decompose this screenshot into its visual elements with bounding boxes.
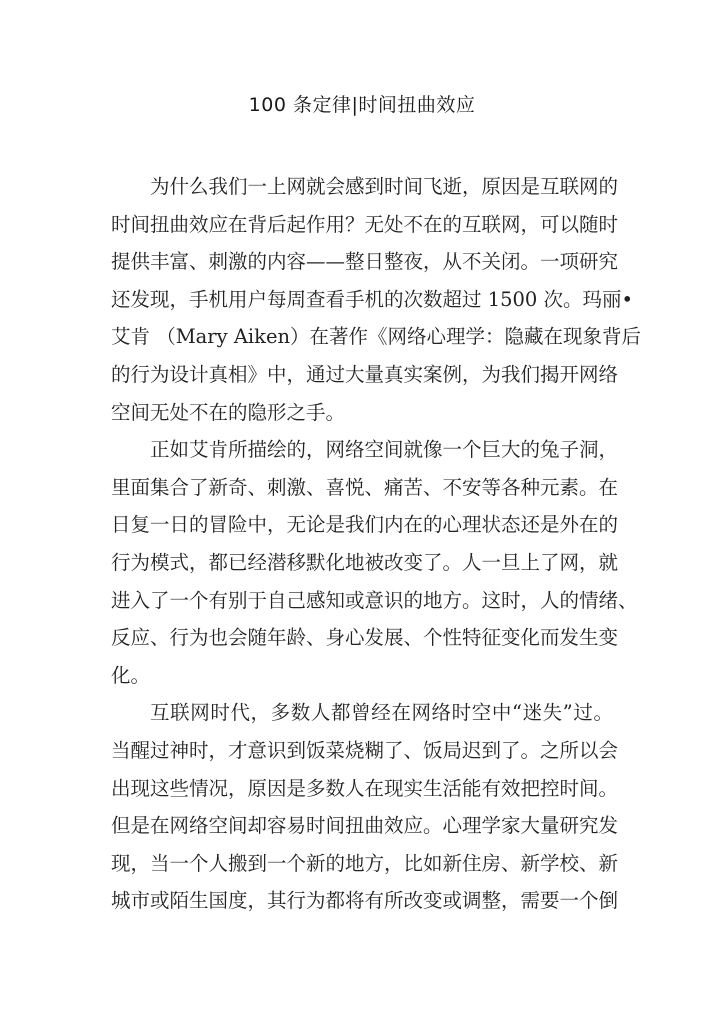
text-line: 还发现，手机用户每周查看手机的次数超过 1500 次。玛丽• [111, 287, 634, 311]
text-line: 行为模式，都已经潜移默化地被改变了。人一旦上了网，就 [111, 550, 619, 574]
text-line: 空间无处不在的隐形之手。 [111, 400, 346, 424]
text-line: 进入了一个有别于自己感知或意识的地方。这时，人的情绪、 [111, 588, 638, 612]
paragraph-1 [111, 168, 642, 431]
paragraph-2 [111, 431, 638, 694]
text-line: 反应、行为也会随年龄、身心发展、个性特征变化而发生变 [111, 626, 619, 650]
document-body [111, 168, 642, 920]
text-line: 城市或陌生国度，其行为都将有所改变或调整，需要一个倒 [111, 889, 619, 913]
text-line: 出现这些情况，原因是多数人在现实生活能有效把控时间。 [111, 776, 619, 800]
text-line: 互联网时代，多数人都曾经在网络时空中“迷失”过。 [150, 701, 613, 725]
text-line: 为什么我们一上网就会感到时间飞逝，原因是互联网的 [150, 175, 619, 198]
text-line: 提供丰富、刺激的内容——整日整夜，从不关闭。一项研究 [111, 250, 619, 274]
text-line: 化。 [111, 663, 151, 687]
document-title: 100 条定律|时间扭曲效应 [248, 94, 476, 116]
text-line: 正如艾肯所描绘的，网络空间就像一个巨大的兔子洞， [150, 438, 619, 462]
text-line: 的行为设计真相》中，通过大量真实案例，为我们揭开网络 [111, 362, 619, 386]
text-line: 时间扭曲效应在背后起作用？无处不在的互联网，可以随时 [111, 212, 619, 236]
text-line: 现，当一个人搬到一个新的地方，比如新住房、新学校、新 [111, 851, 619, 875]
text-line: 里面集合了新奇、刺激、喜悦、痛苦、不安等各种元素。在 [111, 475, 619, 499]
paragraph-3 [111, 694, 619, 920]
text-line: 但是在网络空间却容易时间扭曲效应。心理学家大量研究发 [111, 814, 619, 838]
text-line: 艾肯 （Mary Aiken）在著作《网络心理学：隐藏在现象背后 [111, 325, 642, 349]
text-line: 日复一日的冒险中，无论是我们内在的心理状态还是外在的 [111, 513, 619, 537]
text-line: 当醒过神时，才意识到饭菜烧糊了、饭局迟到了。之所以会 [111, 738, 619, 762]
